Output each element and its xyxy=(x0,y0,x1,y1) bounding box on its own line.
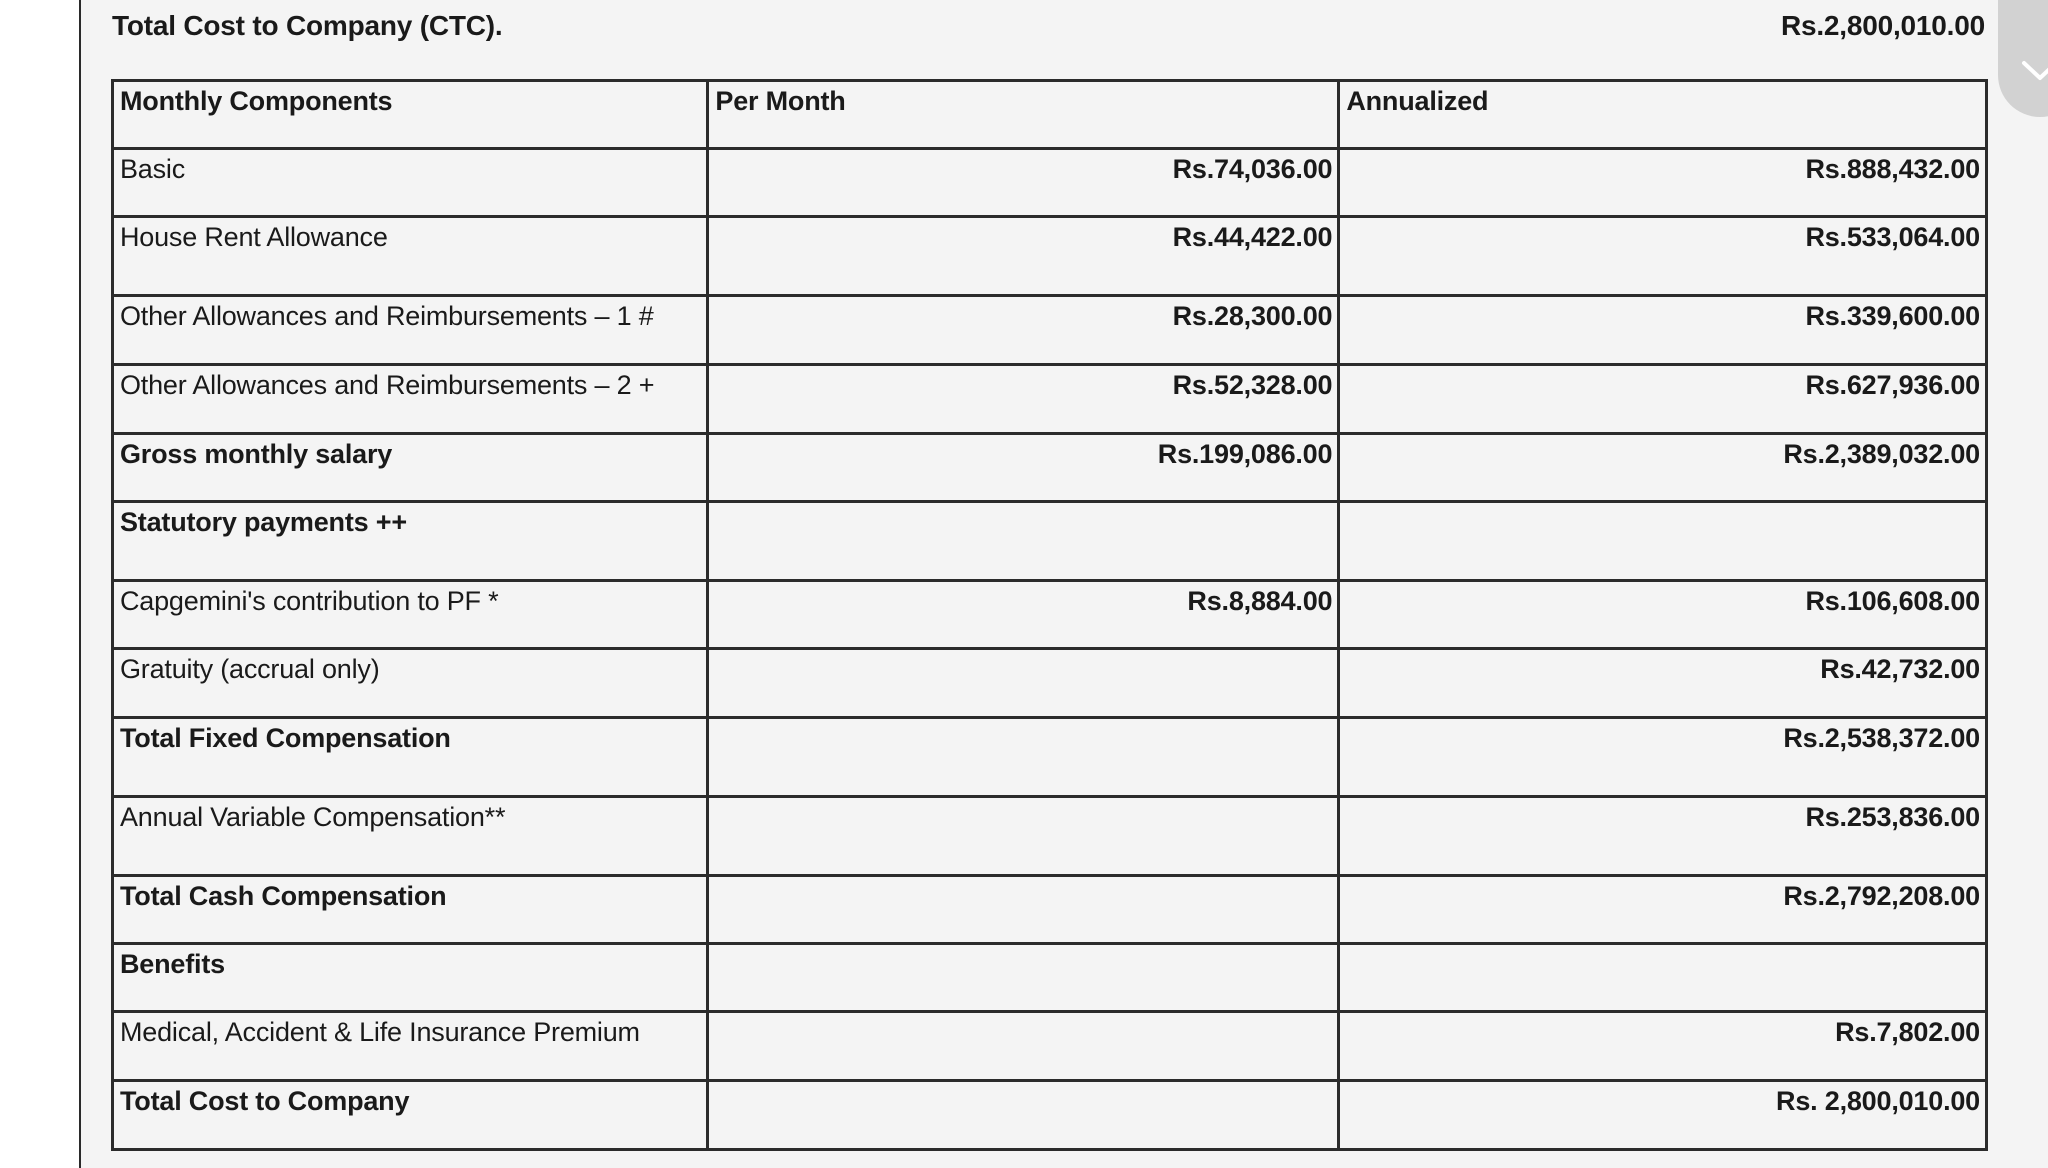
document-page xyxy=(79,0,2048,1168)
row-annualized-value: Rs.2,389,032.00 xyxy=(1339,434,1987,502)
row-per-month-value: Rs.74,036.00 xyxy=(708,149,1339,217)
row-annualized-value: Rs.627,936.00 xyxy=(1339,365,1987,434)
row-annualized-value: Rs.533,064.00 xyxy=(1339,217,1987,296)
table-row xyxy=(113,944,1987,1012)
table-row xyxy=(113,581,1987,649)
header-monthly-components: Monthly Components xyxy=(113,81,708,149)
table-row xyxy=(113,797,1987,876)
row-annualized-value: Rs. 2,800,010.00 xyxy=(1339,1081,1987,1150)
row-annualized-value: Rs.339,600.00 xyxy=(1339,296,1987,365)
scroll-down-button[interactable] xyxy=(1998,0,2048,117)
row-per-month-value xyxy=(708,797,1339,876)
table-row xyxy=(113,365,1987,434)
table-row xyxy=(113,649,1987,718)
header-annualized: Annualized xyxy=(1339,81,1987,149)
row-per-month-value xyxy=(708,718,1339,797)
row-per-month-value xyxy=(708,876,1339,944)
row-label: Other Allowances and Reimbursements – 2 + xyxy=(113,365,708,434)
row-label: Medical, Accident & Life Insurance Premium xyxy=(113,1012,708,1081)
row-annualized-value xyxy=(1339,502,1987,581)
header-per-month: Per Month xyxy=(708,81,1339,149)
row-label: Total Fixed Compensation xyxy=(113,718,708,797)
row-label: Total Cost to Company xyxy=(113,1081,708,1150)
row-annualized-value: Rs.2,792,208.00 xyxy=(1339,876,1987,944)
row-per-month-value xyxy=(708,649,1339,718)
table-row xyxy=(113,1081,1987,1150)
row-annualized-value: Rs.2,538,372.00 xyxy=(1339,718,1987,797)
row-label: House Rent Allowance xyxy=(113,217,708,296)
row-per-month-value xyxy=(708,502,1339,581)
table-row xyxy=(113,434,1987,502)
row-per-month-value: Rs.28,300.00 xyxy=(708,296,1339,365)
row-label: Other Allowances and Reimbursements – 1 # xyxy=(113,296,708,365)
row-annualized-value: Rs.888,432.00 xyxy=(1339,149,1987,217)
row-per-month-value: Rs.44,422.00 xyxy=(708,217,1339,296)
row-per-month-value: Rs.52,328.00 xyxy=(708,365,1339,434)
row-annualized-value xyxy=(1339,944,1987,1012)
row-annualized-value: Rs.253,836.00 xyxy=(1339,797,1987,876)
table-row xyxy=(113,718,1987,797)
left-margin xyxy=(0,0,79,1168)
table-row xyxy=(113,149,1987,217)
row-per-month-value: Rs.199,086.00 xyxy=(708,434,1339,502)
chevron-down-icon xyxy=(2020,59,2048,83)
row-label: Total Cash Compensation xyxy=(113,876,708,944)
row-label: Capgemini's contribution to PF * xyxy=(113,581,708,649)
table-row xyxy=(113,876,1987,944)
row-annualized-value: Rs.42,732.00 xyxy=(1339,649,1987,718)
row-label: Basic xyxy=(113,149,708,217)
table-row xyxy=(113,296,1987,365)
row-per-month-value xyxy=(708,1012,1339,1081)
row-annualized-value: Rs.7,802.00 xyxy=(1339,1012,1987,1081)
table-row xyxy=(113,217,1987,296)
compensation-table xyxy=(111,79,1988,1151)
row-per-month-value xyxy=(708,1081,1339,1150)
row-label: Benefits xyxy=(113,944,708,1012)
row-label: Gratuity (accrual only) xyxy=(113,649,708,718)
table-row xyxy=(113,502,1987,581)
row-label: Statutory payments ++ xyxy=(113,502,708,581)
table-row xyxy=(113,1012,1987,1081)
row-label: Annual Variable Compensation** xyxy=(113,797,708,876)
table-header-row xyxy=(113,81,1987,149)
row-annualized-value: Rs.106,608.00 xyxy=(1339,581,1987,649)
row-label: Gross monthly salary xyxy=(113,434,708,502)
ctc-summary-value: Rs.2,800,010.00 xyxy=(1780,10,1985,41)
row-per-month-value: Rs.8,884.00 xyxy=(708,581,1339,649)
ctc-summary-label: Total Cost to Company (CTC). xyxy=(112,10,503,41)
row-per-month-value xyxy=(708,944,1339,1012)
